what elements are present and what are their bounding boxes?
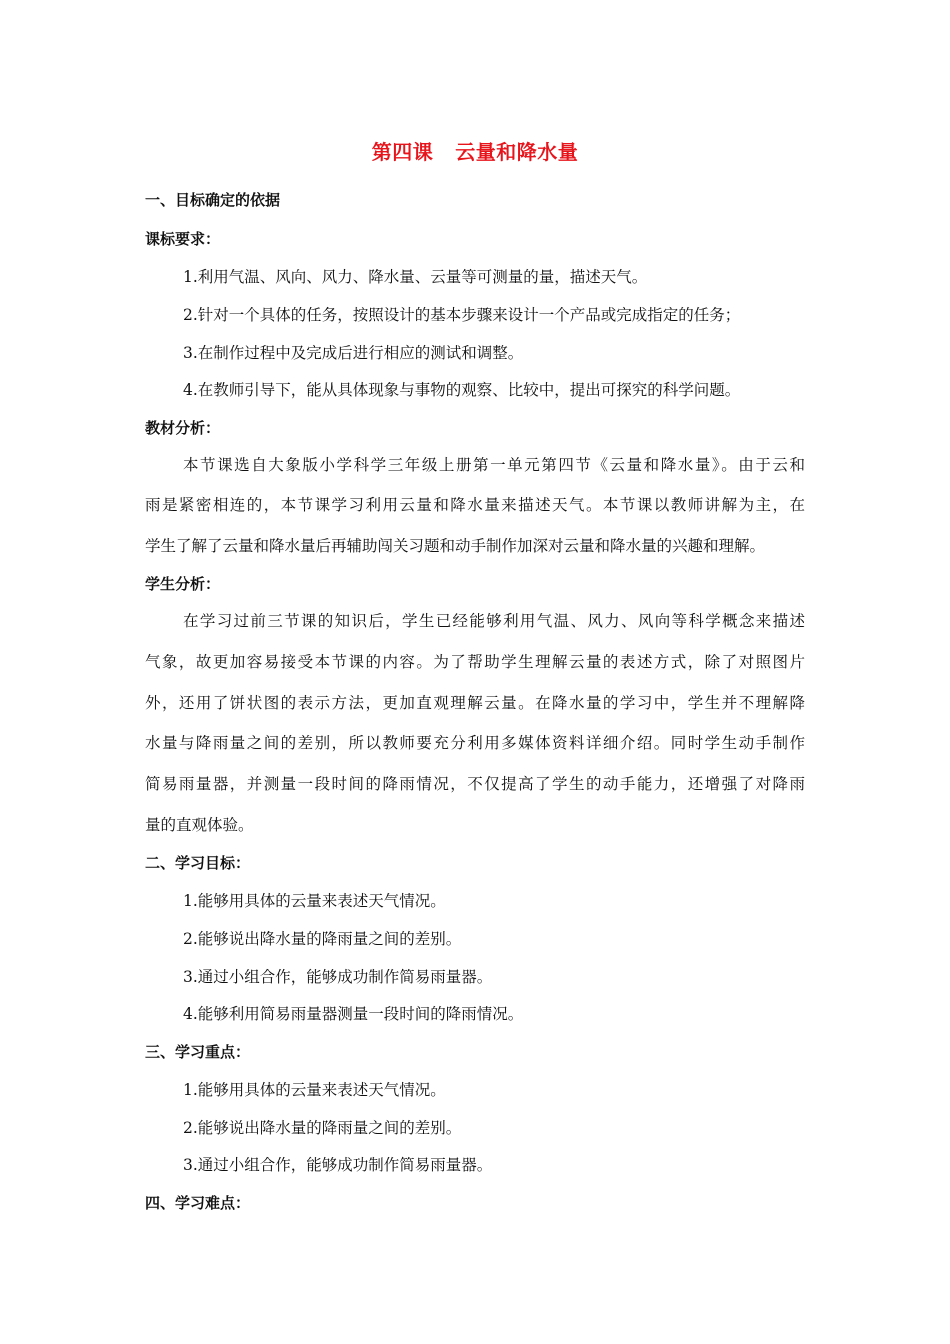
key-point-item: 1.能够用具体的云量来表述天气情况。 <box>183 1081 446 1099</box>
title-lesson-name: 云量和降水量 <box>455 140 579 164</box>
textbook-heading: 教材分析： <box>145 419 221 437</box>
standards-heading: 课标要求： <box>145 230 221 248</box>
page-title <box>0 136 950 165</box>
student-paragraph-line: 在学习过前三节课的知识后，学生已经能够利用气温、风力、风向等科学概念来描述 <box>183 612 805 630</box>
textbook-paragraph-line: 雨是紧密相连的，本节课学习利用云量和降水量来描述天气。本节课以教师讲解为主，在 <box>145 496 805 514</box>
key-point-item: 3.通过小组合作，能够成功制作简易雨量器。 <box>183 1156 493 1174</box>
goal-item: 4.能够利用简易雨量器测量一段时间的降雨情况。 <box>183 1005 524 1023</box>
key-point-item: 2.能够说出降水量的降雨量之间的差别。 <box>183 1119 462 1137</box>
section-3-heading: 三、学习重点： <box>145 1043 251 1061</box>
standards-item: 4.在教师引导下，能从具体现象与事物的观察、比较中，提出可探究的科学问题。 <box>183 381 741 399</box>
student-analysis-heading: 学生分析： <box>145 575 221 593</box>
title-lesson-number: 第四课 <box>371 140 434 164</box>
student-paragraph-line: 量的直观体验。 <box>145 816 254 834</box>
goal-item: 2.能够说出降水量的降雨量之间的差别。 <box>183 930 462 948</box>
section-2-heading: 二、学习目标： <box>145 854 251 872</box>
textbook-paragraph-line: 本节课选自大象版小学科学三年级上册第一单元第四节《云量和降水量》。由于云和 <box>183 456 805 474</box>
student-paragraph-line: 简易雨量器，并测量一段时间的降雨情况，不仅提高了学生的动手能力，还增强了对降雨 <box>145 775 805 793</box>
goal-item: 3.通过小组合作，能够成功制作简易雨量器。 <box>183 968 493 986</box>
student-paragraph-line: 水量与降雨量之间的差别，所以教师要充分利用多媒体资料详细介绍。同时学生动手制作 <box>145 734 805 752</box>
standards-item: 1.利用气温、风向、风力、降水量、云量等可测量的量，描述天气。 <box>183 268 648 286</box>
section-1-heading: 一、目标确定的依据 <box>145 191 281 209</box>
standards-item: 3.在制作过程中及完成后进行相应的测试和调整。 <box>183 344 524 362</box>
student-paragraph-line: 气象，故更加容易接受本节课的内容。为了帮助学生理解云量的表述方式，除了对照图片 <box>145 653 805 671</box>
goal-item: 1.能够用具体的云量来表述天气情况。 <box>183 892 446 910</box>
section-4-heading: 四、学习难点： <box>145 1194 251 1212</box>
student-paragraph-line: 外，还用了饼状图的表示方法，更加直观理解云量。在降水量的学习中，学生并不理解降 <box>145 694 805 712</box>
standards-item: 2.针对一个具体的任务，按照设计的基本步骤来设计一个产品或完成指定的任务； <box>183 306 741 324</box>
textbook-paragraph-line: 学生了解了云量和降水量后再辅助闯关习题和动手制作加深对云量和降水量的兴趣和理解。 <box>145 537 766 555</box>
